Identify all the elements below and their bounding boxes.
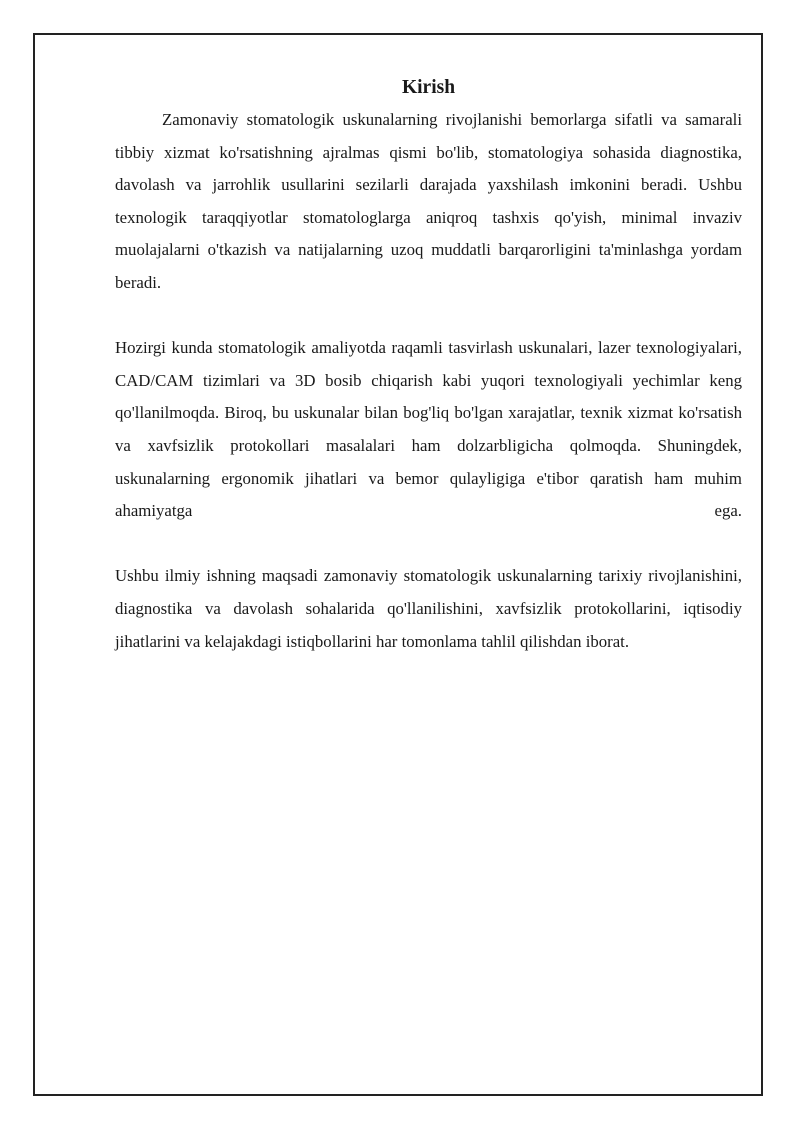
paragraph-1: Zamonaviy stomatologik uskunalarning rivojlanishi bemorlarga sifatli va samarali tibbiy xizmat ko'rsatishning ajralmas qismi bo'lib, stomatologiya sohasida diagnostika, davolash va jarrohlik usullarini sezilarli darajada yaxshilash imkonini beradi. Ushbu texnologik taraqqiyotlar stomatologlarga aniqroq tashxis qo'yish, minimal invaziv muolajalarni o'tkazish va natijalarning uzoq muddatli barqarorligini ta'minlashga yordam beradi. (115, 110, 742, 292)
document-title: Kirish (401, 77, 456, 98)
document-body (115, 72, 742, 658)
paragraph-gap (115, 528, 742, 561)
paragraph-2: Hozirgi kunda stomatologik amaliyotda raqamli tasvirlash uskunalari, lazer texnologiyalari, CAD/CAM tizimlari va 3D bosib chiqarish kabi yuqori texnologiyali yechimlar keng qo'llanilmoqda. Biroq, bu uskunalar bilan bog'liq bo'lgan xarajatlar, texnik xizmat ko'rsatish va xavfsizlik protokollari masalalari ham dolzarbligicha qolmoqda. Shuningdek, uskunalarning ergonomik jihatlari va bemor qulayligiga e'tibor qaratish ham muhim ahamiyatga ega. (115, 338, 742, 521)
paragraph-gap (115, 300, 742, 333)
paragraph-3: Ushbu ilmiy ishning maqsadi zamonaviy stomatologik uskunalarning tarixiy rivojlanishini, diagnostika va davolash sohalarida qo'llanilishini, xavfsizlik protokollarini, iqtisodiy jihatlarini va kelajakdagi istiqbollarini har tomonlama tahlil qilishdan iborat. (115, 566, 742, 651)
